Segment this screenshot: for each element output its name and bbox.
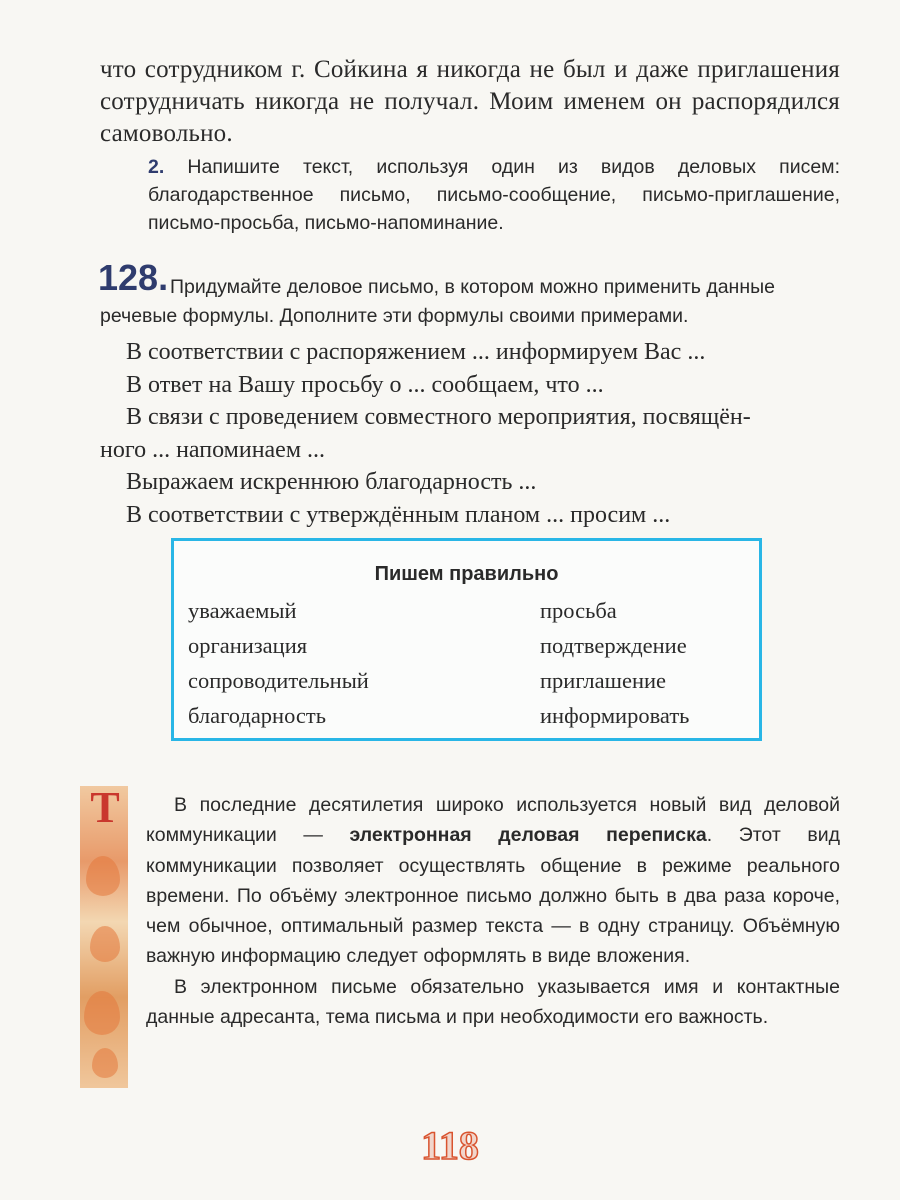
spelling-word: организация xyxy=(188,633,308,658)
spelling-column-left xyxy=(188,593,369,733)
drop-cap-letter: Т xyxy=(90,783,120,832)
spelling-word: уважаемый xyxy=(188,598,297,623)
intro-paragraph xyxy=(100,54,840,150)
spelling-word: подтверждение xyxy=(540,633,687,658)
theory-p1-end: . Этот вид коммуникации позволяет осуществлять общение в режиме реального времени. По объёму электронное письмо должно быть в два раза короче, чем обычное, оптимальный размер текста — в одну страницу. Объёмную важную информацию следует оформлять в виде вложения. xyxy=(146,824,841,968)
task-2 xyxy=(148,153,840,237)
theory-p1-start: В последние десятилетия широко используется новый вид деловой коммуникации — xyxy=(146,794,840,847)
intro-text: что сотрудником г. Сойкина я никогда не был и даже приглашения сотрудничать никогда не получал. Моим именем он распорядился самовольно. xyxy=(100,56,840,147)
page-number: 118 xyxy=(421,1123,479,1168)
formula-line: В связи с проведением совместного мероприятия, посвящён- xyxy=(126,404,751,430)
task-2-text: Напишите текст, используя один из видов деловых писем: благодарственное письмо, письмо-сообщение, письмо-приглашение, письмо-просьба, письмо-напоминание. xyxy=(148,156,841,234)
spelling-column-right xyxy=(540,593,689,733)
formula-line: В ответ на Вашу просьбу о ... сообщаем, что ... xyxy=(126,371,604,398)
exercise-text-line2: речевые формулы. Дополните эти формулы своими примерами. xyxy=(100,305,689,327)
spelling-box-title: Пишем правильно xyxy=(374,563,559,585)
speech-formulas xyxy=(100,336,840,531)
spelling-box xyxy=(171,538,762,741)
theory-paragraph-1 xyxy=(146,790,840,972)
formula-line: ного ... напоминаем ... xyxy=(100,436,326,463)
task-2-number: 2. xyxy=(148,156,165,178)
spelling-word: приглашение xyxy=(540,668,667,693)
spelling-word: просьба xyxy=(540,598,617,623)
exercise-text-line1: Придумайте деловое письмо, в котором можно применить данные xyxy=(170,276,775,298)
formula-line: Выражаем искреннюю благодарность ... xyxy=(126,469,537,495)
theory-block xyxy=(146,790,840,1032)
spelling-word: благодарность xyxy=(188,703,326,728)
spelling-word: сопроводительный xyxy=(188,668,369,693)
spelling-word: информировать xyxy=(540,703,690,728)
formula-line: В соответствии с утверждённым планом ... просим ... xyxy=(126,501,671,528)
theory-paragraph-2: В электронном письме обязательно указывается имя и контактные данные адресанта, тема письма и при необходимости его важность. xyxy=(146,975,840,1029)
exercise-number: 128. xyxy=(98,257,169,298)
theory-term: электронная деловая переписка xyxy=(349,824,707,847)
formula-line: В соответствии с распоряжением ... информируем Вас ... xyxy=(126,339,706,365)
